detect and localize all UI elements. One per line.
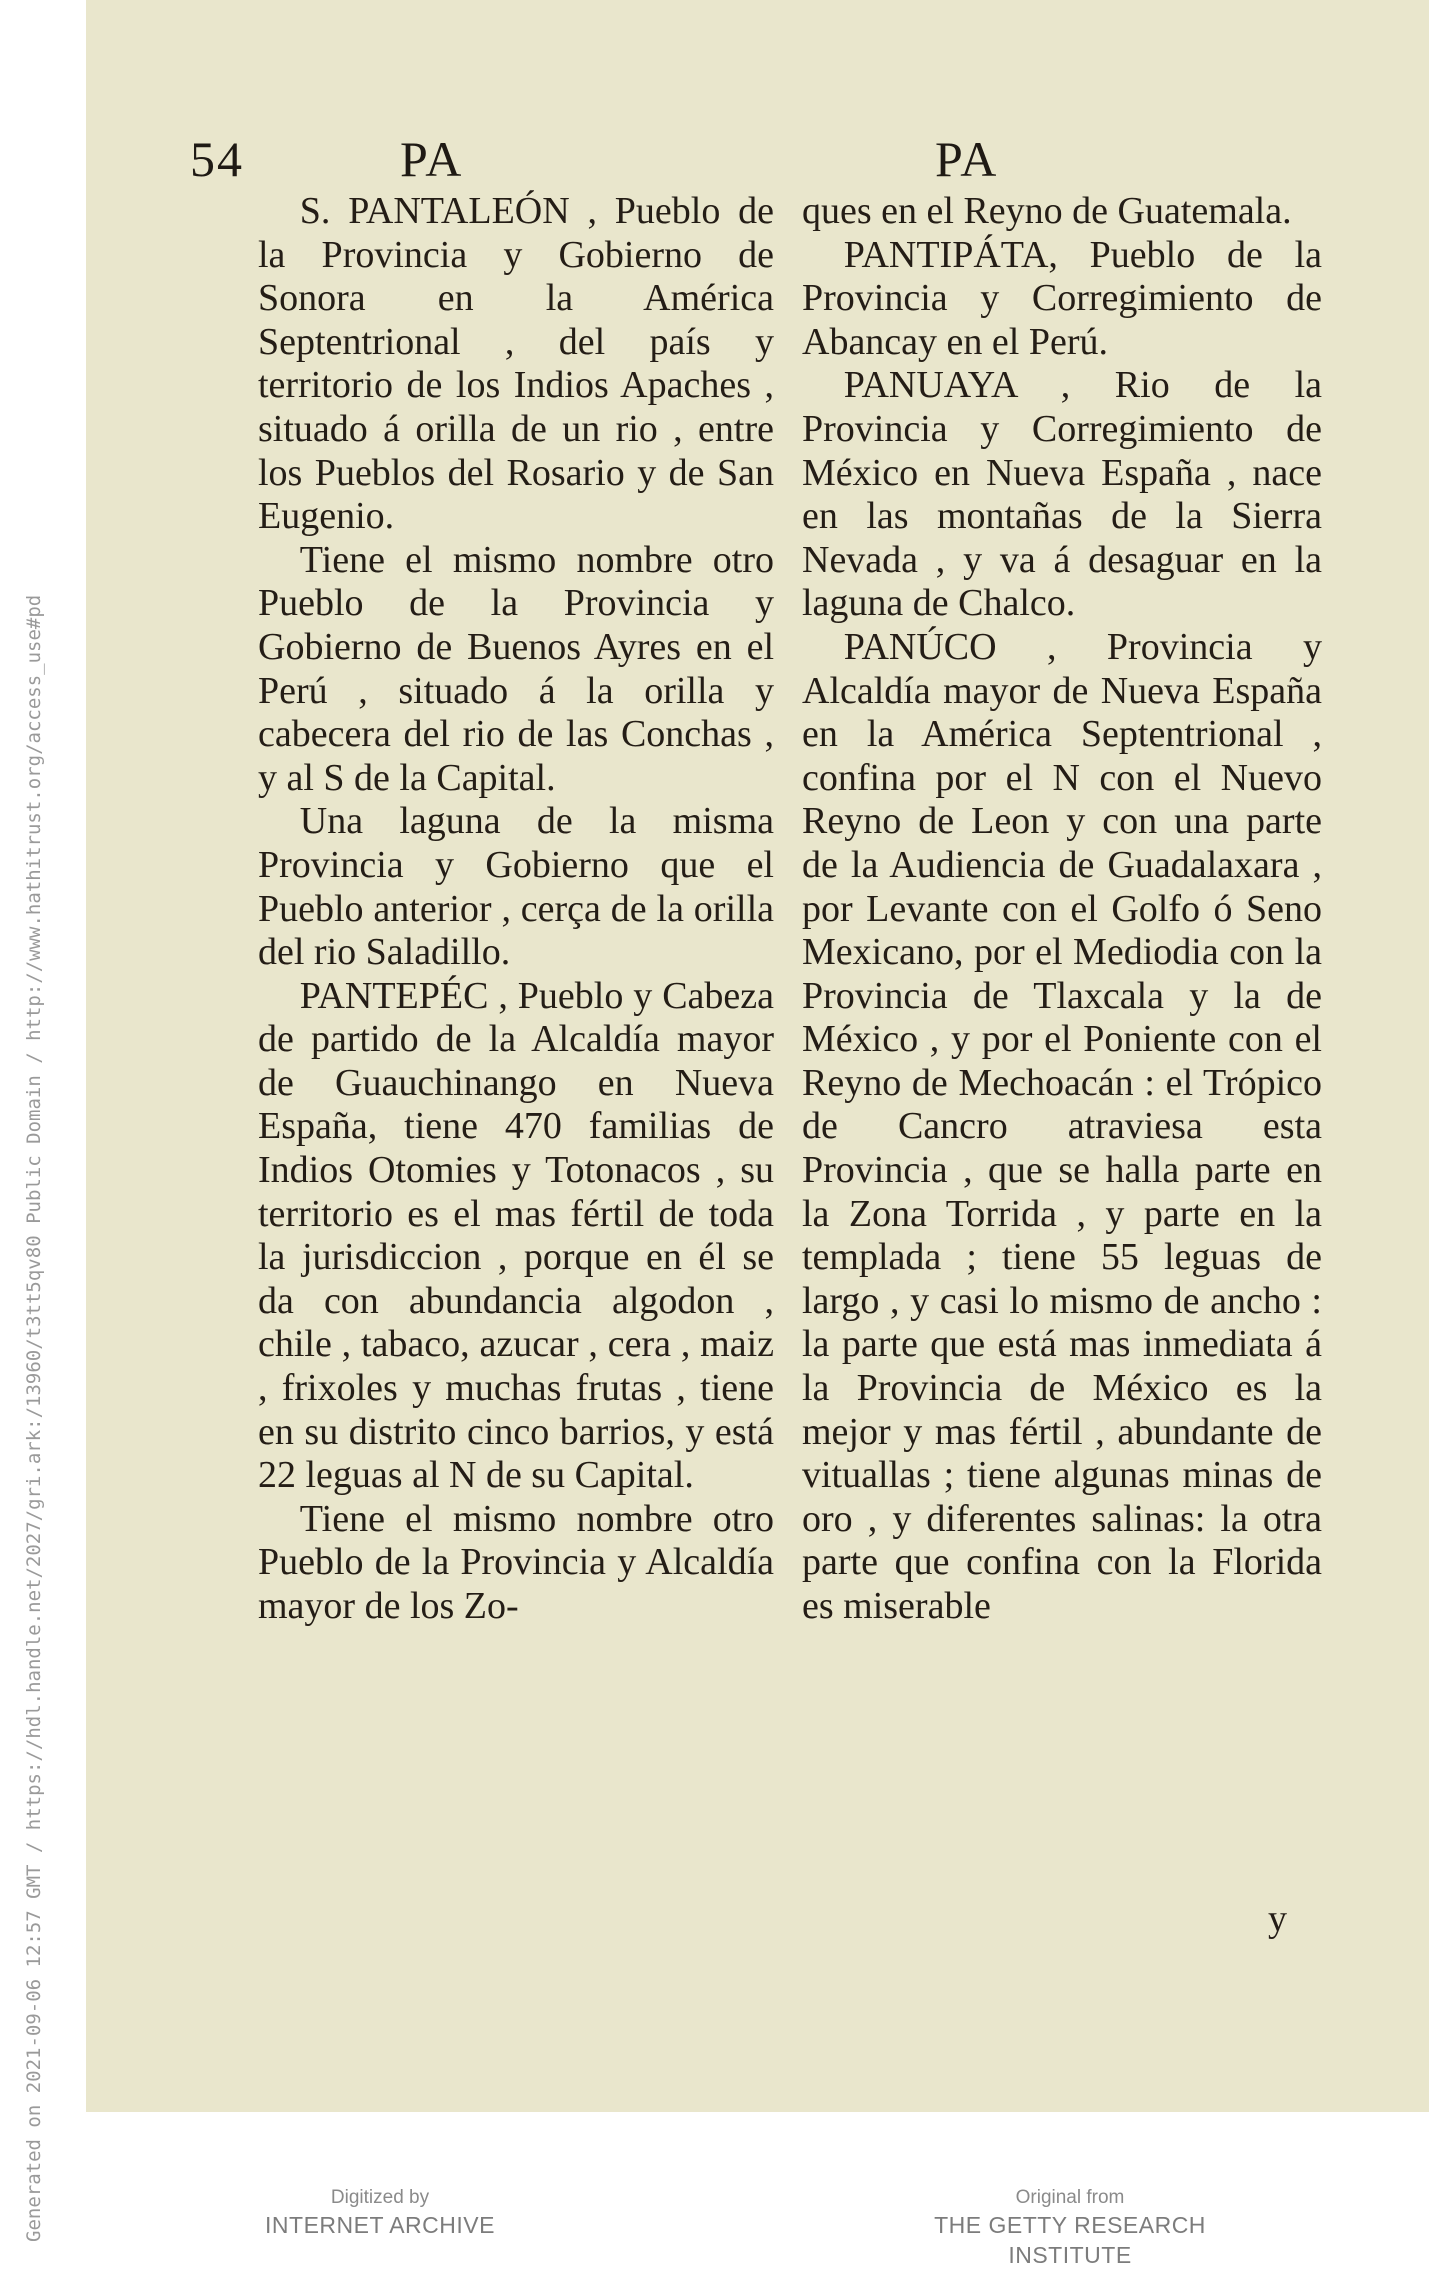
original-from-credit <box>870 2186 1270 2270</box>
right-running-head: PA <box>935 131 999 187</box>
digitized-by-label: Digitized by <box>330 2187 430 2208</box>
original-from-label: Original from <box>1015 2187 1125 2208</box>
entry-paragraph: PANTEPÉC , Pueblo y Cabeza de partido de la Alcaldía mayor de Guauchinango en Nueva España, tiene 470 familias de Indios Otomies y Totonacos , su territorio es el mas fértil de toda la jurisdiccion , porque en él se da con abundancia algodon , chile , tabaco, azucar , cera , maiz , frixoles y muchas frutas , tiene en su distrito cinco barrios, y está 22 leguas al N de su Capital. <box>258 974 774 1497</box>
entry-paragraph: PANÚCO , Provincia y Alcaldía mayor de Nueva España en la América Septentrional , confina por el N con el Nuevo Reyno de Leon y con una parte de la Audiencia de Guadalaxara , por Levante con el Golfo ó Seno Mexicano, por el Mediodia con la Provincia de Tlaxcala y la de México , y por el Poniente con el Reyno de Mechoacán : el Trópico de Cancro atraviesa esta Provincia , que se halla parte en la Zona Torrida , y parte en la templada ; tiene 55 leguas de largo , y casi lo mismo de ancho : la parte que está mas inmediata á la Provincia de México es la mejor y mas fértil , abundante de vituallas ; tiene algunas minas de oro , y diferentes salinas: la otra parte que confina con la Florida es miserable <box>802 625 1322 1627</box>
left-running-head: PA <box>400 131 464 187</box>
generation-stamp-text: Generated on 2021-09-06 12:57 GMT / https://hdl.handle.net/2027/gri.ark:/13960/t3tt5qv80 Public Domain / http://www.hathitrust.org/access_use#pd <box>23 594 45 2242</box>
entry-paragraph: PANUAYA , Rio de la Provincia y Corregimiento de México en Nueva España , nace en las montañas de la Sierra Nevada , y va á desaguar en la laguna de Chalco. <box>802 364 1322 625</box>
entry-paragraph: ques en el Reyno de Guatemala. <box>802 190 1292 232</box>
entry-paragraph: Tiene el mismo nombre otro Pueblo de la Provincia y Gobierno de Buenos Ayres en el Perú , situado á la orilla y cabecera del rio de las Conchas , y al S de la Capital. <box>258 538 774 799</box>
entry-paragraph: Tiene el mismo nombre otro Pueblo de la Provincia y Alcaldía mayor de los Zo- <box>258 1497 774 1627</box>
digitized-by-credit <box>230 2186 530 2240</box>
left-text-column <box>258 190 774 1629</box>
page-number: 54 <box>190 131 244 187</box>
internet-archive-label: INTERNET ARCHIVE <box>265 2212 495 2238</box>
right-text-column <box>802 190 1322 1629</box>
entry-paragraph: S. PANTALEÓN , Pueblo de la Provincia y Gobierno de Sonora en la América Septentrional , del país y territorio de los Indios Apaches , situado á orilla de un rio , entre los Pueblos del Rosario y de San Eugenio. <box>258 190 774 538</box>
entry-paragraph: PANTIPÁTA, Pueblo de la Provincia y Corregimiento de Abancay en el Perú. <box>802 233 1322 363</box>
entry-paragraph: Una laguna de la misma Provincia y Gobierno que el Pueblo anterior , cerça de la orilla del rio Saladillo. <box>258 800 774 974</box>
hathitrust-side-stamp <box>0 0 86 2242</box>
getty-institute-label: THE GETTY RESEARCH INSTITUTE <box>934 2212 1206 2268</box>
catchword: y <box>1268 1898 1287 1940</box>
